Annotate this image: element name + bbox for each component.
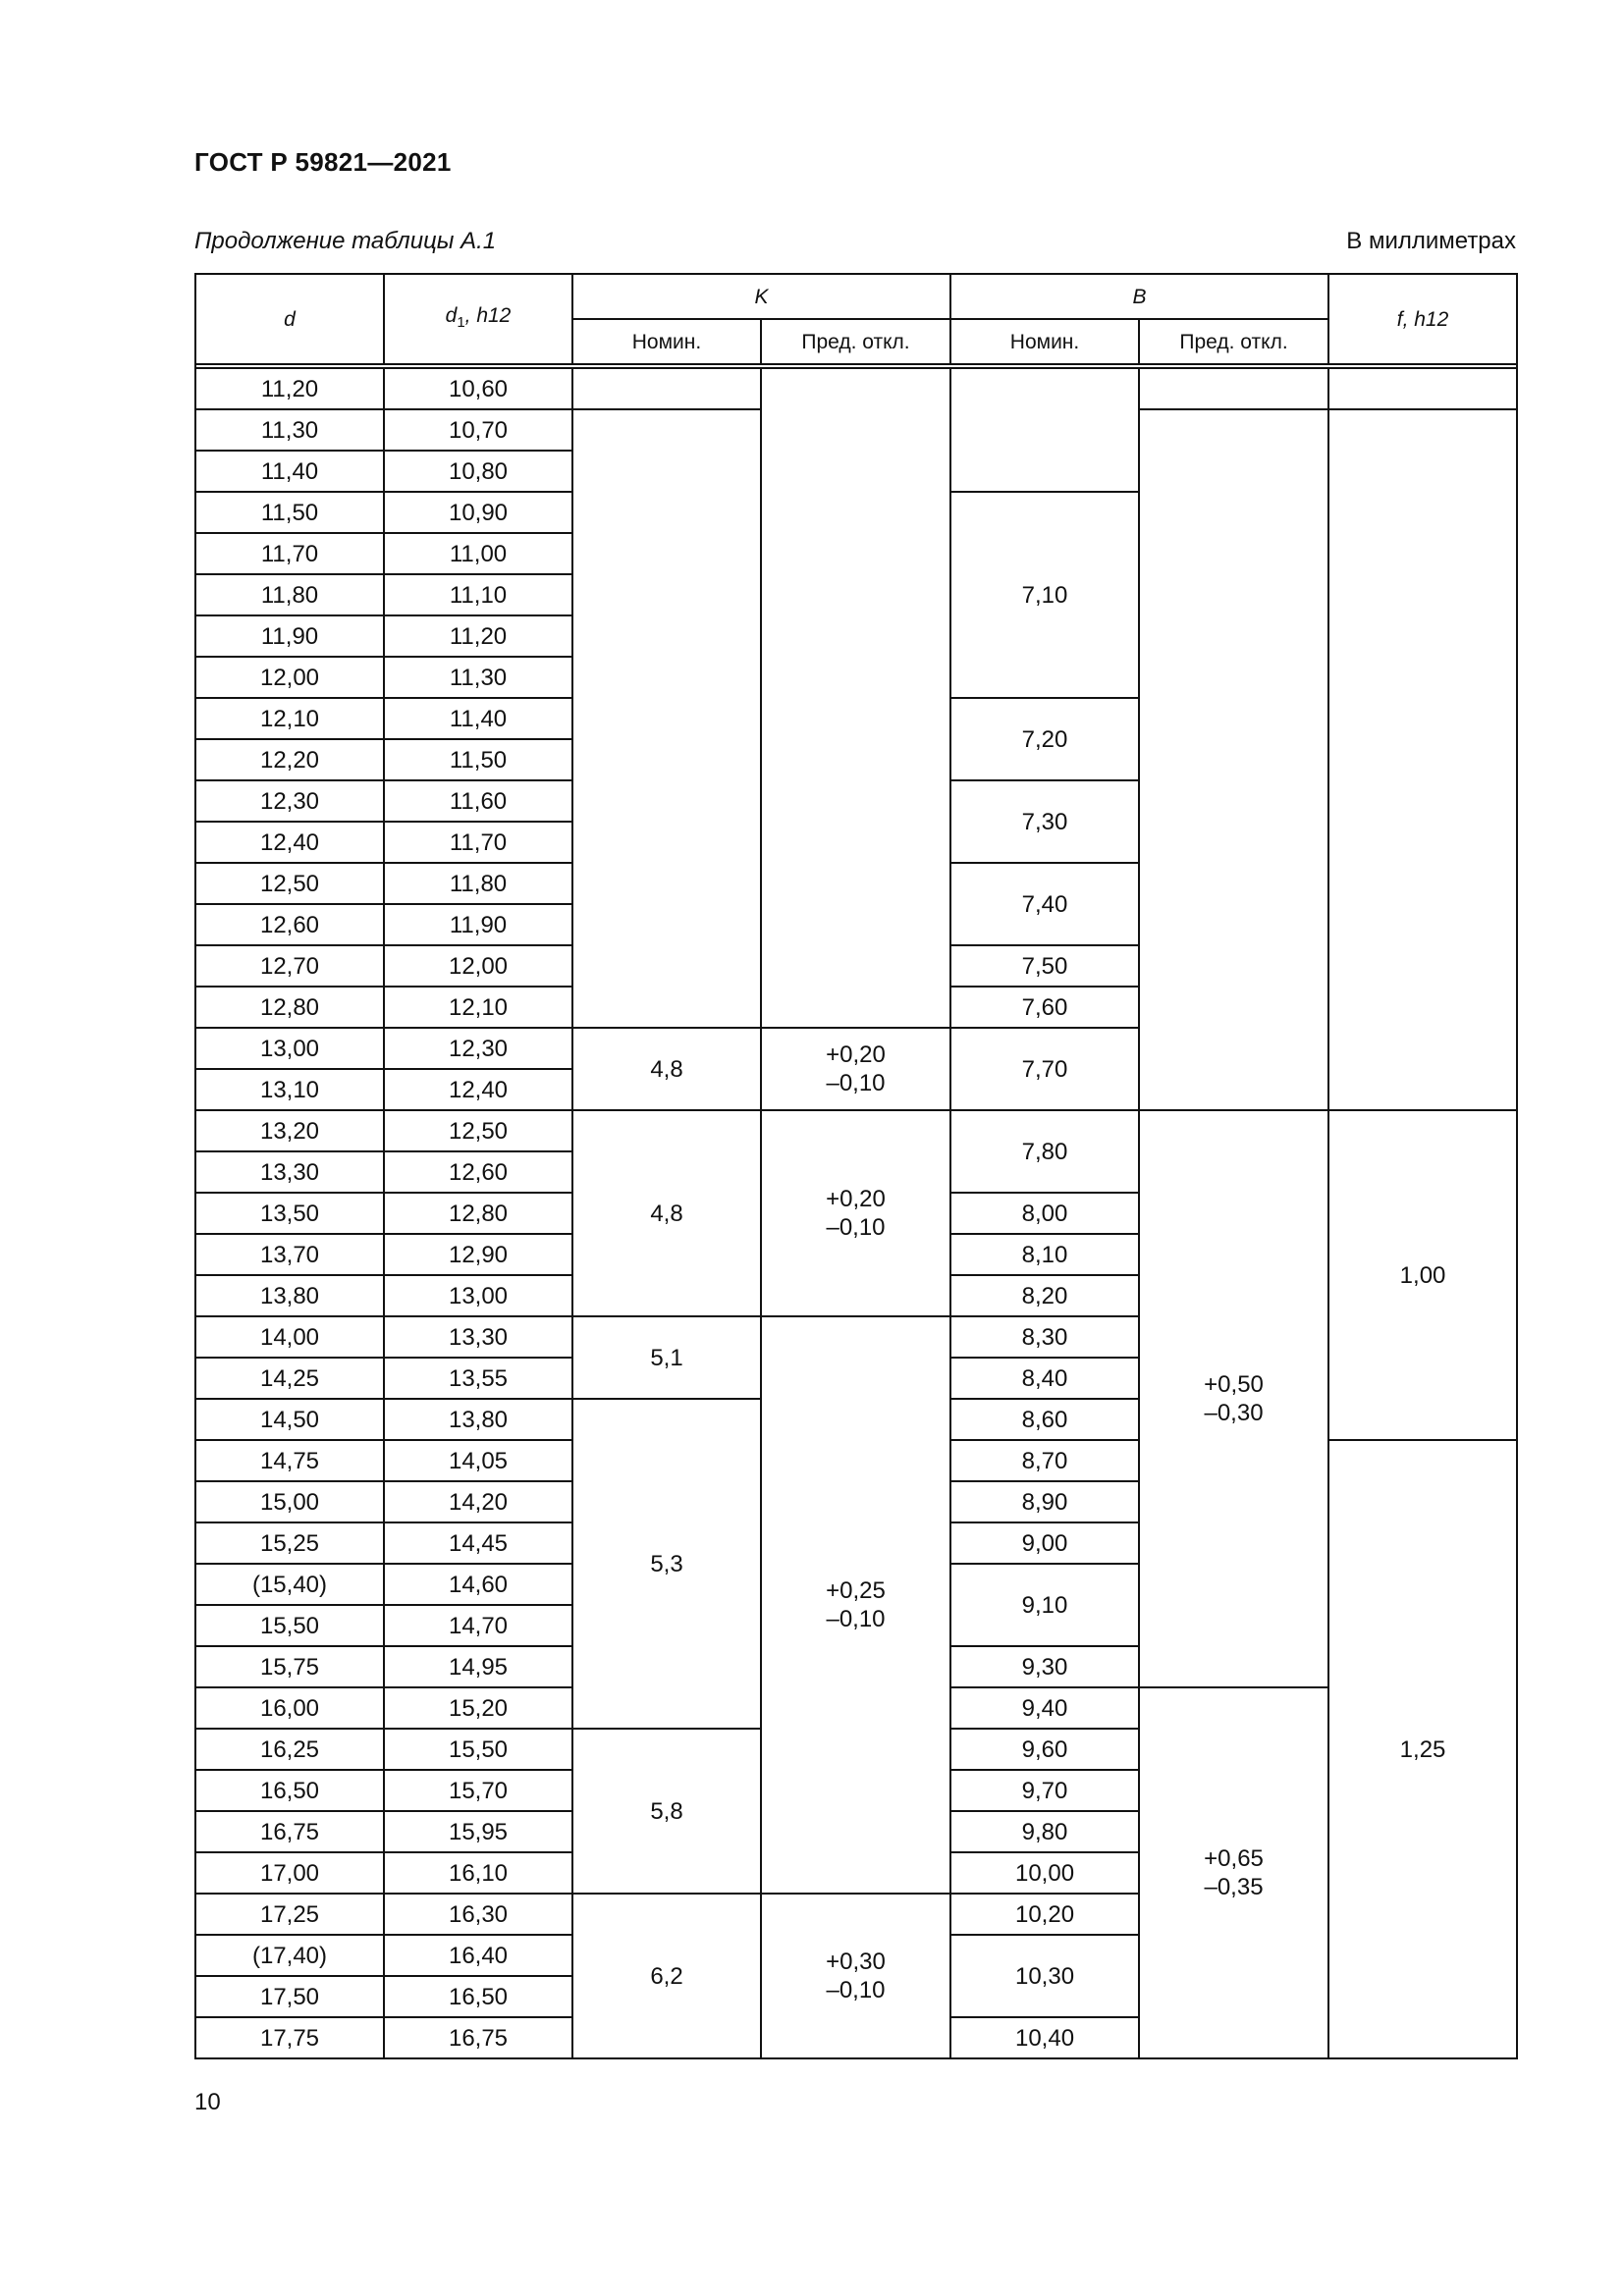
cell-d: 13,30 [195,1151,384,1193]
cell-b-nom: 7,80 [950,1110,1139,1193]
units-label: В миллиметрах [1346,228,1516,254]
cell-d1: 12,00 [384,945,572,987]
cell-b-nom: 10,20 [950,1894,1139,1935]
cell-k-nom-empty [572,409,761,1028]
cell-d1: 10,80 [384,451,572,492]
cell-d: 14,50 [195,1399,384,1440]
cell-d: 17,75 [195,2017,384,2058]
cell-b-nom: 10,30 [950,1935,1139,2017]
cell-d: 17,50 [195,1976,384,2017]
cell-k-nom: 4,8 [572,1028,761,1110]
cell-d1: 14,60 [384,1564,572,1605]
cell-d1: 12,60 [384,1151,572,1193]
cell-b-nom: 8,10 [950,1234,1139,1275]
cell-b-nom: 7,70 [950,1028,1139,1110]
cell-d: 12,80 [195,987,384,1028]
header-b-nomin: Номин. [950,319,1139,364]
cell-d: 16,75 [195,1811,384,1852]
cell-d: 12,70 [195,945,384,987]
cell-b-nom: 7,60 [950,987,1139,1028]
cell-b-nom: 8,70 [950,1440,1139,1481]
cell-d1: 11,70 [384,822,572,863]
cell-d: 17,00 [195,1852,384,1894]
cell-f-empty [1328,409,1517,1110]
cell-d1: 16,75 [384,2017,572,2058]
cell-d: 12,60 [195,904,384,945]
table-row [195,368,1517,409]
cell-d: 17,25 [195,1894,384,1935]
cell-b-nom: 8,30 [950,1316,1139,1358]
cell-f: 1,00 [1328,1110,1517,1440]
cell-d1: 11,10 [384,574,572,615]
cell-d1: 16,40 [384,1935,572,1976]
cell-d1: 12,40 [384,1069,572,1110]
cell-d1: 14,70 [384,1605,572,1646]
cell-d1: 15,95 [384,1811,572,1852]
cell-f: 1,25 [1328,1440,1517,2058]
cell-k-tol-empty [761,368,950,1028]
cell-b-nom: 10,00 [950,1852,1139,1894]
table-caption: Продолжение таблицы А.1 [194,228,497,254]
cell-b-nom: 8,90 [950,1481,1139,1522]
cell-b-nom: 9,10 [950,1564,1139,1646]
cell-b-tol-empty [1139,368,1328,409]
cell-b-nom: 7,20 [950,698,1139,780]
header-b: B [950,274,1328,319]
cell-d: 11,40 [195,451,384,492]
cell-d: 12,40 [195,822,384,863]
cell-d: 11,50 [195,492,384,533]
cell-d1: 10,90 [384,492,572,533]
cell-d: (17,40) [195,1935,384,1976]
cell-d1: 12,30 [384,1028,572,1069]
table-row [195,1110,1517,1151]
cell-d1: 11,80 [384,863,572,904]
header-b-pred: Пред. откл. [1139,319,1328,364]
cell-k-tol: +0,30 –0,10 [761,1894,950,2058]
cell-k-tol: +0,25 –0,10 [761,1316,950,1894]
cell-d: 11,90 [195,615,384,657]
cell-b-tol-empty [1139,409,1328,1110]
cell-d: 12,10 [195,698,384,739]
header-k: K [572,274,950,319]
cell-d: 12,30 [195,780,384,822]
cell-d: (15,40) [195,1564,384,1605]
cell-b-nom: 8,40 [950,1358,1139,1399]
cell-d1: 15,20 [384,1687,572,1729]
cell-d1: 11,00 [384,533,572,574]
cell-d1: 13,00 [384,1275,572,1316]
cell-d1: 14,95 [384,1646,572,1687]
cell-d1: 13,55 [384,1358,572,1399]
cell-b-nom: 8,60 [950,1399,1139,1440]
header-d1 [384,274,572,364]
cell-k-nom: 4,8 [572,1110,761,1316]
cell-d: 12,00 [195,657,384,698]
cell-d1: 11,20 [384,615,572,657]
cell-d1: 14,05 [384,1440,572,1481]
cell-b-nom: 7,50 [950,945,1139,987]
header-k-nomin: Номин. [572,319,761,364]
cell-d1: 13,30 [384,1316,572,1358]
cell-d1: 16,50 [384,1976,572,2017]
cell-d: 14,00 [195,1316,384,1358]
document-header: ГОСТ Р 59821—2021 [194,147,452,177]
cell-d: 11,30 [195,409,384,451]
cell-d1: 12,80 [384,1193,572,1234]
cell-d1: 11,50 [384,739,572,780]
header-d1-symbol: d [445,303,458,327]
cell-k-tol: +0,20 –0,10 [761,1110,950,1316]
cell-k-tol: +0,20 –0,10 [761,1028,950,1110]
cell-d: 15,00 [195,1481,384,1522]
cell-d: 11,80 [195,574,384,615]
cell-d: 13,70 [195,1234,384,1275]
cell-d1: 16,10 [384,1852,572,1894]
cell-d1: 16,30 [384,1894,572,1935]
header-d: d [195,274,384,364]
cell-d: 14,75 [195,1440,384,1481]
cell-d1: 11,40 [384,698,572,739]
cell-d1: 12,90 [384,1234,572,1275]
cell-d: 13,80 [195,1275,384,1316]
cell-k-nom-empty [572,368,761,409]
cell-d1: 11,30 [384,657,572,698]
cell-k-nom: 5,1 [572,1316,761,1399]
dimensions-table [194,273,1516,2059]
cell-d: 15,25 [195,1522,384,1564]
cell-d1: 12,50 [384,1110,572,1151]
cell-b-nom: 10,40 [950,2017,1139,2058]
cell-b-nom: 9,70 [950,1770,1139,1811]
cell-b-nom: 9,40 [950,1687,1139,1729]
cell-b-nom: 9,30 [950,1646,1139,1687]
cell-k-nom: 5,8 [572,1729,761,1894]
cell-d: 14,25 [195,1358,384,1399]
cell-d1: 13,80 [384,1399,572,1440]
header-k-pred: Пред. откл. [761,319,950,364]
header-d1-tolerance: , h12 [464,303,512,327]
cell-b-nom: 9,00 [950,1522,1139,1564]
cell-d1: 15,70 [384,1770,572,1811]
cell-d: 11,70 [195,533,384,574]
cell-b-nom: 7,30 [950,780,1139,863]
cell-b-nom: 8,20 [950,1275,1139,1316]
cell-b-nom: 9,80 [950,1811,1139,1852]
page-number: 10 [194,2089,221,2115]
cell-d: 16,00 [195,1687,384,1729]
cell-d: 12,50 [195,863,384,904]
cell-d: 13,00 [195,1028,384,1069]
cell-d1: 14,20 [384,1481,572,1522]
cell-d: 11,20 [195,368,384,409]
cell-d1: 10,60 [384,368,572,409]
header-f: f, h12 [1328,274,1517,364]
cell-b-nom: 8,00 [950,1193,1139,1234]
header-d1-subscript: 1 [457,314,465,332]
cell-d1: 11,90 [384,904,572,945]
cell-b-nom: 7,10 [950,492,1139,698]
cell-b-nom: 9,60 [950,1729,1139,1770]
cell-d: 13,20 [195,1110,384,1151]
cell-d: 13,50 [195,1193,384,1234]
cell-d: 15,50 [195,1605,384,1646]
cell-f-empty [1328,368,1517,409]
cell-b-nom: 7,40 [950,863,1139,945]
cell-d: 16,25 [195,1729,384,1770]
cell-d: 13,10 [195,1069,384,1110]
cell-d1: 14,45 [384,1522,572,1564]
cell-d1: 10,70 [384,409,572,451]
cell-k-nom: 5,3 [572,1399,761,1729]
cell-d1: 15,50 [384,1729,572,1770]
cell-d: 12,20 [195,739,384,780]
cell-d1: 12,10 [384,987,572,1028]
cell-d1: 11,60 [384,780,572,822]
cell-k-nom: 6,2 [572,1894,761,2058]
cell-b-tol: +0,65 –0,35 [1139,1687,1328,2058]
cell-b-tol: +0,50 –0,30 [1139,1110,1328,1687]
cell-b-nom-empty [950,368,1139,492]
cell-d: 16,50 [195,1770,384,1811]
cell-d: 15,75 [195,1646,384,1687]
